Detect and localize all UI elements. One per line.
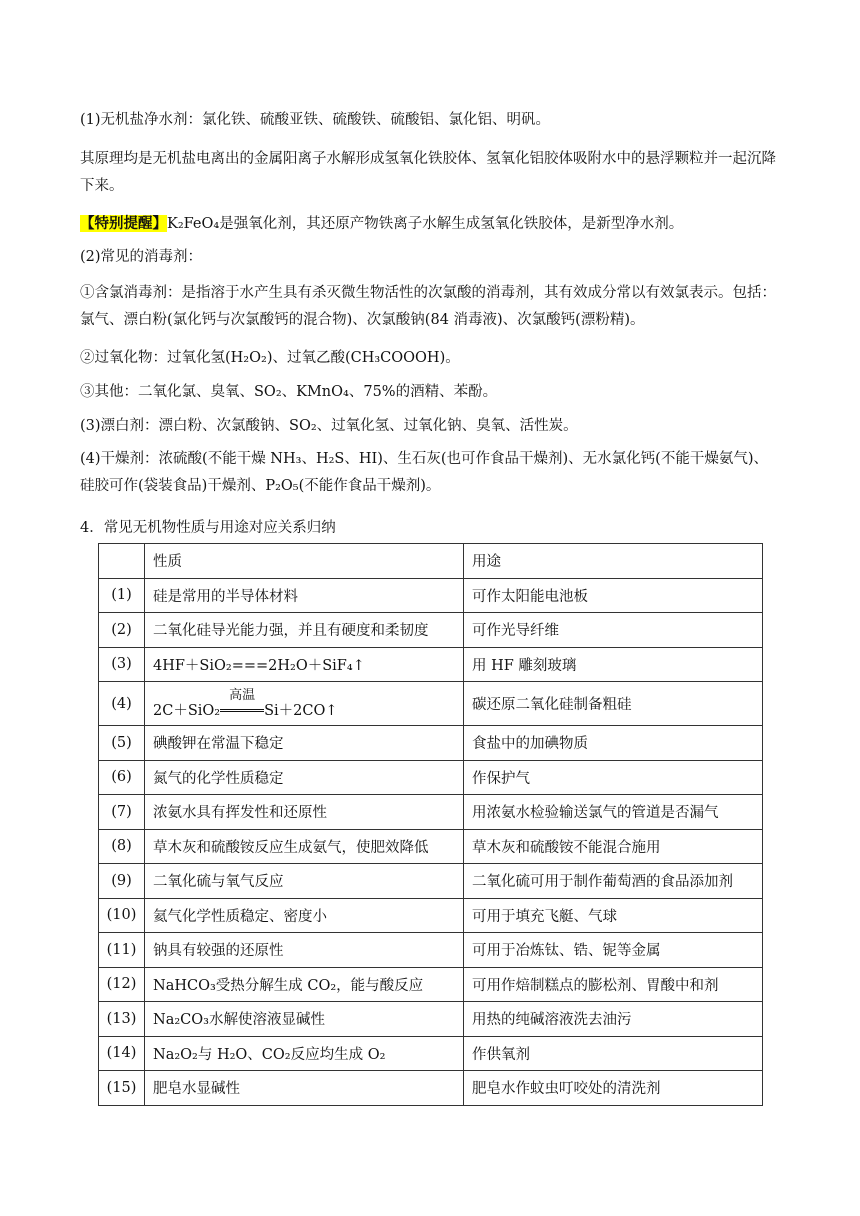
row-property: 二氧化硫与氧气反应 (145, 864, 464, 899)
row-num: (14) (99, 1036, 145, 1071)
header-num (99, 544, 145, 579)
table-row (99, 613, 763, 648)
properties-uses-table (98, 543, 763, 1106)
row-num: (6) (99, 760, 145, 795)
table-row (99, 829, 763, 864)
row-use: 作供氧剂 (464, 1036, 763, 1071)
row-use: 碳还原二氧化硅制备粗硅 (464, 682, 763, 726)
row-property: Na₂O₂与 H₂O、CO₂反应均生成 O₂ (145, 1036, 464, 1071)
row-use: 可作太阳能电池板 (464, 578, 763, 613)
row-use: 可作光导纤维 (464, 613, 763, 648)
row-use: 作保护气 (464, 760, 763, 795)
row-property: 4HF＋SiO₂===2H₂O＋SiF₄↑ (145, 647, 464, 682)
row-property: 二氧化硅导光能力强，并且有硬度和柔韧度 (145, 613, 464, 648)
eq4-condition-arrow (220, 688, 264, 719)
table-row (99, 1002, 763, 1037)
line-inorganic-purifiers: (1)无机盐净水剂：氯化铁、硫酸亚铁、硫酸铁、硫酸铝、氯化铝、明矾。 (80, 112, 551, 128)
special-tip-text: 是强氧化剂，其还原产物铁离子水解生成氢氧化铁胶体，是新型净水剂。 (219, 216, 684, 232)
row-property: 碘酸钾在常温下稳定 (145, 726, 464, 761)
special-tip (80, 210, 780, 238)
row-num: (5) (99, 726, 145, 761)
line-drying-agents: (4)干燥剂：浓硫酸(不能干燥 NH₃、H₂S、HI)、生石灰(也可作食品干燥剂)、无水氯化钙(不能干燥氨气)、硅胶可作(袋装食品)干燥剂、P₂O₅(不能作食品干燥剂)。 (80, 451, 768, 494)
table-row (99, 864, 763, 899)
row-use: 肥皂水作蚊虫叮咬处的清洗剂 (464, 1071, 763, 1106)
header-property: 性质 (145, 544, 464, 579)
row-num: (12) (99, 967, 145, 1002)
table-row (99, 967, 763, 1002)
row-num: (8) (99, 829, 145, 864)
row-property: NaHCO₃受热分解生成 CO₂，能与酸反应 (145, 967, 464, 1002)
row-num: (10) (99, 898, 145, 933)
table-row (99, 898, 763, 933)
row-use: 二氧化硫可用于制作葡萄酒的食品添加剂 (464, 864, 763, 899)
table-row (99, 647, 763, 682)
line-disinfectants-heading: (2)常见的消毒剂： (80, 249, 203, 265)
line-bleaching-agents: (3)漂白剂：漂白粉、次氯酸钠、SO₂、过氧化氢、过氧化钠、臭氧、活性炭。 (80, 418, 578, 434)
eq4-left: 2C＋SiO₂ (153, 703, 221, 719)
row-num: (13) (99, 1002, 145, 1037)
row-property: 钠具有较强的还原性 (145, 933, 464, 968)
row-property: 氮气的化学性质稳定 (145, 760, 464, 795)
row-use: 草木灰和硫酸铵不能混合施用 (464, 829, 763, 864)
row-use: 用浓氨水检验输送氯气的管道是否漏气 (464, 795, 763, 830)
line-peroxides: ②过氧化物：过氧化氢(H₂O₂)、过氧乙酸(CH₃COOOH)。 (80, 350, 460, 366)
table-row (99, 578, 763, 613)
row-num: (4) (99, 682, 145, 726)
eq4-condition: 高温 (229, 688, 256, 703)
row-property: 浓氨水具有挥发性和还原性 (145, 795, 464, 830)
row-property: 草木灰和硫酸铵反应生成氨气，使肥效降低 (145, 829, 464, 864)
table-header-row (99, 544, 763, 579)
row-num: (1) (99, 578, 145, 613)
eq4-right: Si＋2CO↑ (264, 703, 338, 719)
table-row (99, 760, 763, 795)
line-other-disinfectants: ③其他：二氧化氯、臭氧、SO₂、KMnO₄、75%的酒精、苯酚。 (80, 384, 498, 400)
table-row (99, 1036, 763, 1071)
row-property: 肥皂水显碱性 (145, 1071, 464, 1106)
table-row (99, 726, 763, 761)
special-tip-label: 【特别提醒】 (80, 215, 167, 232)
row-property: Na₂CO₃水解使溶液显碱性 (145, 1002, 464, 1037)
table-row (99, 795, 763, 830)
row-num: (2) (99, 613, 145, 648)
row-use: 可用于冶炼钛、锆、铌等金属 (464, 933, 763, 968)
section-title: 4．常见无机物性质与用途对应关系归纳 (80, 520, 336, 536)
row-use: 用热的纯碱溶液洗去油污 (464, 1002, 763, 1037)
table-row (99, 1071, 763, 1106)
row-num: (11) (99, 933, 145, 968)
row-num: (3) (99, 647, 145, 682)
row-property: 硅是常用的半导体材料 (145, 578, 464, 613)
k2feo4-formula: K₂FeO₄ (167, 216, 220, 232)
row-use: 用 HF 雕刻玻璃 (464, 647, 763, 682)
line-chlorine-disinfectants: ①含氯消毒剂：是指溶于水产生具有杀灭微生物活性的次氯酸的消毒剂，其有效成分常以有效氯表示。包括：氯气、漂白粉(氯化钙与次氯酸钙的混合物)、次氯酸钠(84 消毒液)、次氯酸钙(漂粉精)。 (80, 285, 776, 328)
row-num: (9) (99, 864, 145, 899)
row-use: 可用于填充飞艇、气球 (464, 898, 763, 933)
table-row (99, 933, 763, 968)
row-use: 可用作焙制糕点的膨松剂、胃酸中和剂 (464, 967, 763, 1002)
row-num: (15) (99, 1071, 145, 1106)
table-row (99, 682, 763, 726)
row-num: (7) (99, 795, 145, 830)
line-purifier-principle: 其原理均是无机盐电离出的金属阳离子水解形成氢氧化铁胶体、氢氧化铝胶体吸附水中的悬浮颗粒并一起沉降下来。 (80, 151, 776, 194)
row-property: 氦气化学性质稳定、密度小 (145, 898, 464, 933)
header-use: 用途 (464, 544, 763, 579)
row-use: 食盐中的加碘物质 (464, 726, 763, 761)
row-property (145, 682, 464, 726)
